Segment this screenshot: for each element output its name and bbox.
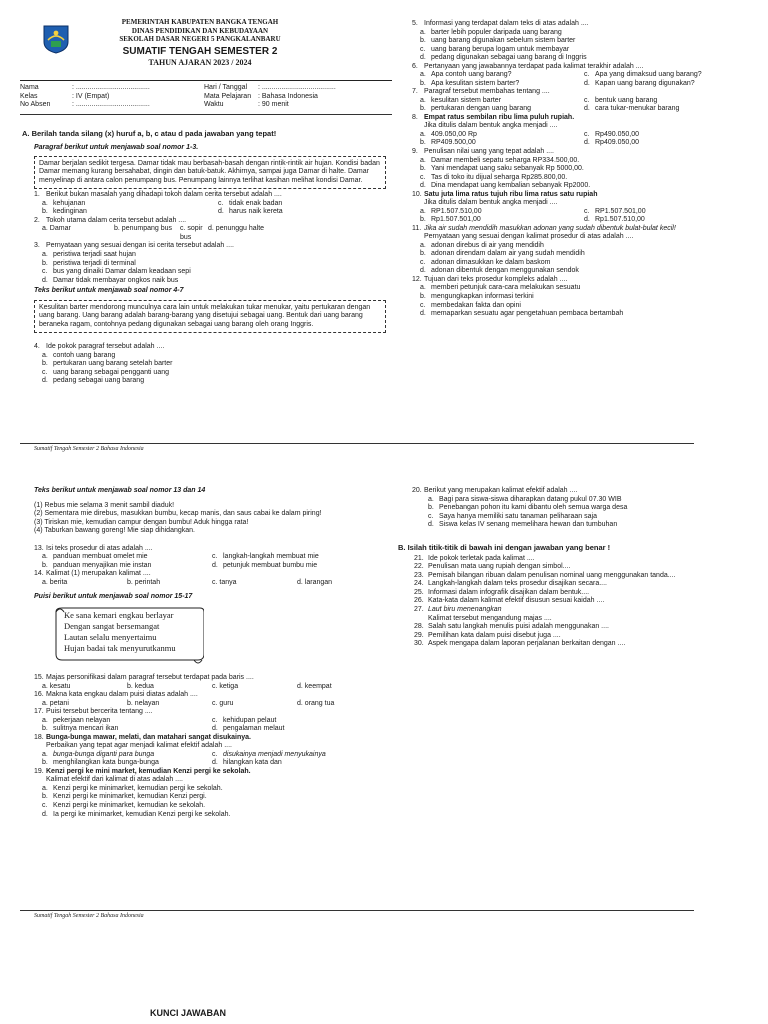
q7-option-d[interactable]: cara tukar-menukar barang xyxy=(595,105,680,113)
question-30: Aspek mengapa dalam laporan perjalanan berkaitan dengan .... xyxy=(428,640,626,648)
q1-option-a[interactable]: kehujanan xyxy=(53,199,86,207)
poem-line-4: Hujan badai tak menyurutkanmu xyxy=(64,642,176,653)
q12-option-d[interactable]: memaparkan sesuatu agar pengetahuan pembaca bertambah xyxy=(431,310,624,318)
q3-option-c[interactable]: bus yang dinaiki Damar dalam keadaan sepi xyxy=(53,268,191,276)
question-25: Informasi dalam infografik disajikan dalam bentuk.... xyxy=(428,588,590,596)
q1-option-b[interactable]: kedinginan xyxy=(53,208,87,216)
section-b-title: B. Isilah titik-titik di bawah ini dengan jawaban yang benar ! xyxy=(398,542,611,552)
question-1: 1. Berikut bukan masalah yang dihadapi tokoh dalam cerita tersebut adalah .... xyxy=(34,191,282,199)
question-6: 6. Pertanyaan yang jawabannya terdapat pada kalimat terakhir adalah .... xyxy=(412,62,644,70)
q10-option-b[interactable]: Rp1.507.501,00 xyxy=(431,216,481,224)
question-8-text: Empat ratus sembilan ribu lima puluh rupiah. xyxy=(424,113,575,121)
q17-option-c[interactable]: kehidupan pelaut xyxy=(223,716,277,724)
q11-option-d[interactable]: adonan dibentuk dengan menggunakan sendok xyxy=(431,267,579,275)
q18-option-b[interactable]: menghilangkan kata bunga-bunga xyxy=(53,759,159,767)
nama-field[interactable]: : ...................................... xyxy=(72,84,150,91)
question-17-text: Puisi tersebut bercerita tentang .... xyxy=(46,708,153,716)
q19-option-a[interactable]: Kenzi pergi ke minimarket, kemudian pergi ke sekolah. xyxy=(53,784,223,792)
question-4-text: Ide pokok paragraf tersebut adalah .... xyxy=(46,343,165,351)
question-6-text: Pertanyaan yang jawabannya terdapat pada kalimat terakhir adalah .... xyxy=(424,62,644,70)
nama-label: Nama xyxy=(20,84,39,91)
q10-option-d[interactable]: Rp1.507.510,00 xyxy=(595,216,645,224)
q16-option-d[interactable]: orang tua xyxy=(304,699,335,707)
question-15-text: Majas personifikasi dalam paragraf tersebut terdapat pada baris .... xyxy=(46,674,254,682)
question-21: Ide pokok terletak pada kalimat .... xyxy=(428,554,535,562)
q16-option-a[interactable]: petani xyxy=(49,699,69,707)
q18-option-c[interactable]: disukainya menjadi menyukainya xyxy=(223,750,326,758)
poem-line-1: Ke sana kemari engkau berlayar xyxy=(64,609,174,620)
q17-option-d[interactable]: pengalaman melaut xyxy=(223,725,285,733)
q12-option-b[interactable]: mengungkapkan informasi terkini xyxy=(431,293,534,300)
kelas-value: : IV (Empat) xyxy=(72,92,110,100)
q6-option-a[interactable]: Apa contoh uang barang? xyxy=(431,71,512,79)
mapel-label: Mata Pelajaran xyxy=(204,92,252,100)
q5-option-d[interactable]: pedang digunakan sebagai uang barang di Inggris xyxy=(431,54,587,62)
q3-option-b[interactable]: peristiwa terjadi di terminal xyxy=(53,259,136,267)
q3-option-a[interactable]: peristiwa terjadi saat hujan xyxy=(53,250,136,258)
q6-option-b[interactable]: Apa kesulitan sistem barter? xyxy=(431,79,520,87)
q10-instruction: Jika ditulis dalam bentuk angka menjadi .... xyxy=(424,199,558,207)
q19-option-d[interactable]: Ia pergi ke minimarket, kemudian Kenzi pergi ke sekolah. xyxy=(53,810,231,818)
question-29: Pemilihan kata dalam puisi disebut juga .... xyxy=(428,631,561,639)
q16-option-b[interactable]: nelayan xyxy=(134,699,160,707)
q2-option-c[interactable]: sopir bus xyxy=(180,225,203,241)
page-footer-2: Sumatif Tengah Semester 2 Bahasa Indonesia xyxy=(34,913,144,919)
q15-option-c[interactable]: ketiga xyxy=(219,682,239,690)
reading-passage-2 xyxy=(34,300,386,334)
question-9-text: Penulisan nilai uang yang tepat adalah .... xyxy=(424,147,554,155)
q13-option-d[interactable]: petunjuk membuat bumbu mie xyxy=(223,561,318,569)
question-17: 17. Puisi tersebut bercerita tentang .... xyxy=(34,708,153,716)
waktu-value: : 90 menit xyxy=(258,101,289,109)
q19-instruction: Kalimat efektif dari kalimat di atas adalah .... xyxy=(46,776,183,784)
question-16-text: Makna kata engkau dalam puisi diatas adalah .... xyxy=(46,691,198,699)
page-footer-1: Sumatif Tengah Semester 2 Bahasa Indonesia xyxy=(34,446,144,452)
passage-2-text: Kesulitan barter mendorong munculnya cara lain untuk melakukan tukar menukar, yaitu pertukaran dengan uang barang. Uang barang adalah barang-barang yang disetujui sebagai uang. Bentuk dari uang barang beraneka ragam, contohnya pedang digunakan sebagai uang barang oleh orang Inggris. xyxy=(39,303,371,328)
q7-option-b[interactable]: pertukaran dengan uang barang xyxy=(431,105,532,113)
question-11-text: Jika air sudah mendidih masukkan adonan yang sudah dibentuk bulat-bulat kecil! xyxy=(424,224,676,232)
question-20: 20. Berikut yang merupakan kalimat efektif adalah .... xyxy=(412,487,578,494)
question-22: Penulisan mata uang rupiah dengan simbol.... xyxy=(428,563,571,571)
q14-option-d[interactable]: larangan xyxy=(304,578,333,586)
q11-instruction: Pernyataan yang sesuai dengan kalimat prosedur di atas adalah .... xyxy=(424,233,634,241)
q2-option-a[interactable]: Damar xyxy=(49,225,71,233)
q12-option-c[interactable]: membedakan fakta dan opini xyxy=(431,301,521,309)
para1-caption: Paragraf berikut untuk menjawab soal nomor 1-3. xyxy=(34,144,199,152)
q10-option-a[interactable]: RP1.507.510,00 xyxy=(431,207,482,215)
q1-option-c[interactable]: tidak enak badan xyxy=(229,199,283,207)
regency-logo xyxy=(42,24,70,54)
mapel-value: : Bahasa Indonesia xyxy=(258,92,318,100)
q8-option-c[interactable]: Rp490.050,00 xyxy=(595,130,639,138)
q17-option-b[interactable]: sulitnya mencari ikan xyxy=(53,725,119,733)
q2-option-b[interactable]: penumpang bus xyxy=(121,225,173,233)
q10-option-c[interactable]: RP1.507.501,00 xyxy=(595,207,646,215)
q18-option-d[interactable]: hilangkan kata dan xyxy=(223,759,282,767)
q19-option-c[interactable]: Kenzi pergi ke minimarket, kemudian ke sekolah. xyxy=(53,802,206,809)
q5-option-b[interactable]: uang barang digunakan sebelum sistem barter xyxy=(431,37,576,45)
q8-option-d[interactable]: Rp409.050,00 xyxy=(595,139,639,147)
question-3-text: Pernyataan yang sesuai dengan isi cerita tersebut adalah .... xyxy=(46,242,234,250)
poem-scroll xyxy=(54,604,204,660)
question-1-text: Berikut bukan masalah yang dihadapi tokoh dalam cerita tersebut adalah .... xyxy=(46,191,282,199)
q4-option-d[interactable]: pedang sebagai uang barang xyxy=(53,377,145,385)
question-15: 15. Majas personifikasi dalam paragraf tersebut terdapat pada baris .... xyxy=(34,674,254,682)
q19-option-b[interactable]: Kenzi pergi ke minimarket, kemudian Kenzi pergi. xyxy=(53,793,207,801)
identity-block xyxy=(20,84,390,110)
q13-option-b[interactable]: panduan menyajikan mie instan xyxy=(53,561,152,569)
q9-option-d[interactable]: Dina mendapat uang kembalian sebanyak Rp2000. xyxy=(431,182,591,190)
para2-caption: Teks berikut untuk menjawab soal nomor 4-7 xyxy=(34,287,184,295)
question-8: 8. Empat ratus sembilan ribu lima puluh rupiah. xyxy=(412,113,575,121)
question-10-text: Satu juta lima ratus tujuh ribu lima ratus satu rupiah xyxy=(424,190,598,198)
absen-label: No Absen xyxy=(20,101,51,109)
question-27: Laut biru menenangkan xyxy=(428,605,502,613)
procedure-step-3: (3) Tiriskan mie, kemudian campur dengan bumbu! Aduk hingga rata! xyxy=(34,518,249,526)
question-2-text: Tokoh utama dalam cerita tersebut adalah .... xyxy=(46,216,187,224)
question-23: Pemisah bilangan ribuan dalam penulisan nominal uang menggunakan tanda.... xyxy=(428,571,676,579)
question-7: 7. Paragraf tersebut membahas tentang .... xyxy=(412,88,550,96)
question-2: 2. Tokoh utama dalam cerita tersebut adalah .... xyxy=(34,216,187,224)
procedure-step-4: (4) Taburkan bawang goreng! Mie siap dihidangkan. xyxy=(34,527,195,535)
q4-option-b[interactable]: pertukaran uang barang setelah barter xyxy=(53,360,173,368)
question-19: 19. Kenzi pergi ke mini market, kemudian Kenzi pergi ke sekolah. xyxy=(34,767,251,775)
q4-option-c[interactable]: uang barang sebagai pengganti uang xyxy=(53,368,169,376)
question-12-text: Tujuan dari teks prosedur kompleks adalah .... xyxy=(424,275,568,283)
q18-instruction: Perbaikan yang tepat agar menjadi kalimat efektif adalah .... xyxy=(46,742,232,750)
q6-option-c[interactable]: Apa yang dimaksud uang barang? xyxy=(595,71,702,79)
question-13-text: Isi teks prosedur di atas adalah .... xyxy=(46,544,153,552)
q3-option-d[interactable]: Damar tidak membayar ongkos naik bus xyxy=(53,276,179,284)
q9-option-a[interactable]: Damar membeli sepatu seharga RP334.500,00. xyxy=(431,156,580,164)
q15-option-d[interactable]: keempat xyxy=(304,682,332,690)
procedure-step-1: (1) Rebus mie selama 3 menit sambil diaduk! xyxy=(34,501,175,509)
question-14-text: Kalimat (1) merupakan kalimat .... xyxy=(46,570,151,578)
absen-field[interactable]: : ...................................... xyxy=(72,101,150,109)
q14-option-a[interactable]: berita xyxy=(49,578,68,586)
q20-option-b[interactable]: Penebangan pohon itu kami dibantu oleh semua warga desa xyxy=(439,504,628,512)
q9-option-c[interactable]: Tas di toko itu dijual seharga Rp285.800,00. xyxy=(431,173,568,181)
q15-option-b[interactable]: kedua xyxy=(134,682,154,690)
question-4: 4. Ide pokok paragraf tersebut adalah .... xyxy=(34,343,165,351)
tanggal-field[interactable]: : ...................................... xyxy=(258,84,336,91)
q11-option-a[interactable]: adonan direbus di air yang mendidih xyxy=(431,241,544,249)
header-line1: PEMERINTAH KABUPATEN BANGKA TENGAH xyxy=(121,18,279,26)
q14-option-c[interactable]: tanya xyxy=(219,578,237,586)
reading-passage-1 xyxy=(34,156,386,190)
exam-year: TAHUN AJARAN 2023 / 2024 xyxy=(148,57,252,67)
passage-1-text: Damar berjalan sedikit tergesa. Damar tidak mau berbasah-basah dengan rintik-rintik air hujan. Kondisi badan Damar memang kurang bersahabat, dingin dan batuk-batuk. Akhirnya, sampai juga Damar di halte. Damar menyelinap di antara calon penumpang bus. Penumpang lainnya terlihat kasihan melihat kondisi Damar. xyxy=(39,159,380,184)
question-24: Langkah-langkah dalam teks prosedur disajikan secara.... xyxy=(428,580,607,588)
q15-option-a[interactable]: kesatu xyxy=(49,682,71,690)
question-16: 16. Makna kata engkau dalam puisi diatas adalah .... xyxy=(34,691,198,699)
q7-option-c[interactable]: bentuk uang barang xyxy=(595,96,658,104)
waktu-label: Waktu xyxy=(204,101,224,109)
question-26: Kata-kata dalam kalimat efektif disusun sesuai kaidah .... xyxy=(428,597,605,605)
question-5-text: Informasi yang terdapat dalam teks di atas adalah .... xyxy=(424,20,589,27)
poem-line-2: Dengan sangat bersemangat xyxy=(64,620,160,631)
q8-instruction: Jika ditulis dalam bentuk angka menjadi .... xyxy=(424,122,558,130)
question-27-instruction: Kalimat tersebut mengandung majas .... xyxy=(428,614,552,622)
q1-option-d[interactable]: harus naik kereta xyxy=(229,208,283,216)
q20-option-a[interactable]: Bagi para siswa-siswa diharapkan datang pukul 07.30 WIB xyxy=(439,495,622,503)
q8-option-a[interactable]: 409.050,00 Rp xyxy=(431,130,477,138)
q11-option-b[interactable]: adonan direndam dalam air yang sudah mendidih xyxy=(431,250,585,258)
q13-option-c[interactable]: langkah-langkah membuat mie xyxy=(223,553,319,561)
q9-option-b[interactable]: Yani mendapat uang saku sebanyak Rp 5000,00. xyxy=(431,165,584,173)
question-19-text: Kenzi pergi ke mini market, kemudian Kenzi pergi ke sekolah. xyxy=(46,767,251,775)
section-a-title: A. Berilah tanda silang (x) huruf a, b, c atau d pada jawaban yang tepat! xyxy=(22,129,277,138)
question-12: 12. Tujuan dari teks prosedur kompleks adalah .... xyxy=(412,275,568,283)
header-line2: DINAS PENDIDIKAN DAN KEBUDAYAAN xyxy=(131,26,269,35)
header-line3: SEKOLAH DASAR NEGERI 5 PANGKALANBARU xyxy=(119,35,281,44)
q2-option-d[interactable]: penunggu halte xyxy=(215,225,265,233)
q13-option-a[interactable]: panduan membuat omelet mie xyxy=(53,553,148,561)
question-14: 14. Kalimat (1) merupakan kalimat .... xyxy=(34,570,151,578)
q18-option-a[interactable]: bunga-bunga diganti para bunga xyxy=(53,750,155,758)
q8-option-b[interactable]: RP409.500,00 xyxy=(431,139,476,147)
q17-option-a[interactable]: pekerjaan nelayan xyxy=(53,716,111,724)
q5-option-a[interactable]: barter lebih populer daripada uang barang xyxy=(431,28,562,36)
question-18-text: Bunga-bunga mawar, melati, dan matahari sangat disukainya. xyxy=(46,733,251,741)
q16-option-c[interactable]: guru xyxy=(219,699,234,707)
q6-option-d[interactable]: Kapan uang barang digunakan? xyxy=(595,79,695,87)
question-13: 13. Isi teks prosedur di atas adalah .... xyxy=(34,544,153,552)
kelas-label: Kelas xyxy=(20,92,38,100)
poem-line-3: Lautan selalu menyertaimu xyxy=(64,631,157,642)
question-10: 10. Satu juta lima ratus tujuh ribu lima ratus satu rupiah xyxy=(412,190,598,198)
question-11: 11. Jika air sudah mendidih masukkan adonan yang sudah dibentuk bulat-bulat kecil! xyxy=(412,224,676,232)
q20-option-c[interactable]: Saya hanya memiliki satu tanaman peliharaan saja xyxy=(439,512,597,520)
q4-option-a[interactable]: contoh uang barang xyxy=(53,351,116,359)
question-18: 18. Bunga-bunga mawar, melati, dan matahari sangat disukainya. xyxy=(34,733,251,741)
question-3: 3. Pernyataan yang sesuai dengan isi cerita tersebut adalah .... xyxy=(34,242,234,250)
tanggal-label: Hari / Tanggal xyxy=(204,84,248,91)
question-5: 5. Informasi yang terdapat dalam teks di atas adalah .... xyxy=(412,20,589,27)
question-20-text: Berikut yang merupakan kalimat efektif adalah .... xyxy=(424,487,578,494)
q11-option-c[interactable]: adonan dimasukkan ke dalam baskom xyxy=(431,258,551,266)
q20-option-d[interactable]: Siswa kelas IV senang memelihara hewan dan tumbuhan xyxy=(439,521,618,529)
q5-option-c[interactable]: uang barang berupa logam untuk membayar xyxy=(431,45,570,53)
q7-option-a[interactable]: kesulitan sistem barter xyxy=(431,96,502,104)
q14-option-b[interactable]: perintah xyxy=(134,578,161,586)
q12-option-a[interactable]: memberi petunjuk cara-cara melakukan sesuatu xyxy=(431,284,581,292)
exam-title: SUMATIF TENGAH SEMESTER 2 xyxy=(122,45,278,57)
question-28: Salah satu langkah menulis puisi adalah menggunakan .... xyxy=(428,623,609,631)
caption-13: Teks berikut untuk menjawab soal nomor 13 dan 14 xyxy=(34,487,206,494)
answer-key-title: KUNCI JAWABAN xyxy=(150,1008,227,1018)
question-7-text: Paragraf tersebut membahas tentang .... xyxy=(424,88,550,96)
procedure-step-2: (2) Sementara mie direbus, masukkan bumbu, kecap manis, dan saus cabai ke dalam piring! xyxy=(34,510,322,518)
question-9: 9. Penulisan nilai uang yang tepat adalah .... xyxy=(412,147,554,155)
caption-15: Puisi berikut untuk menjawab soal nomor 15-17 xyxy=(34,593,193,601)
